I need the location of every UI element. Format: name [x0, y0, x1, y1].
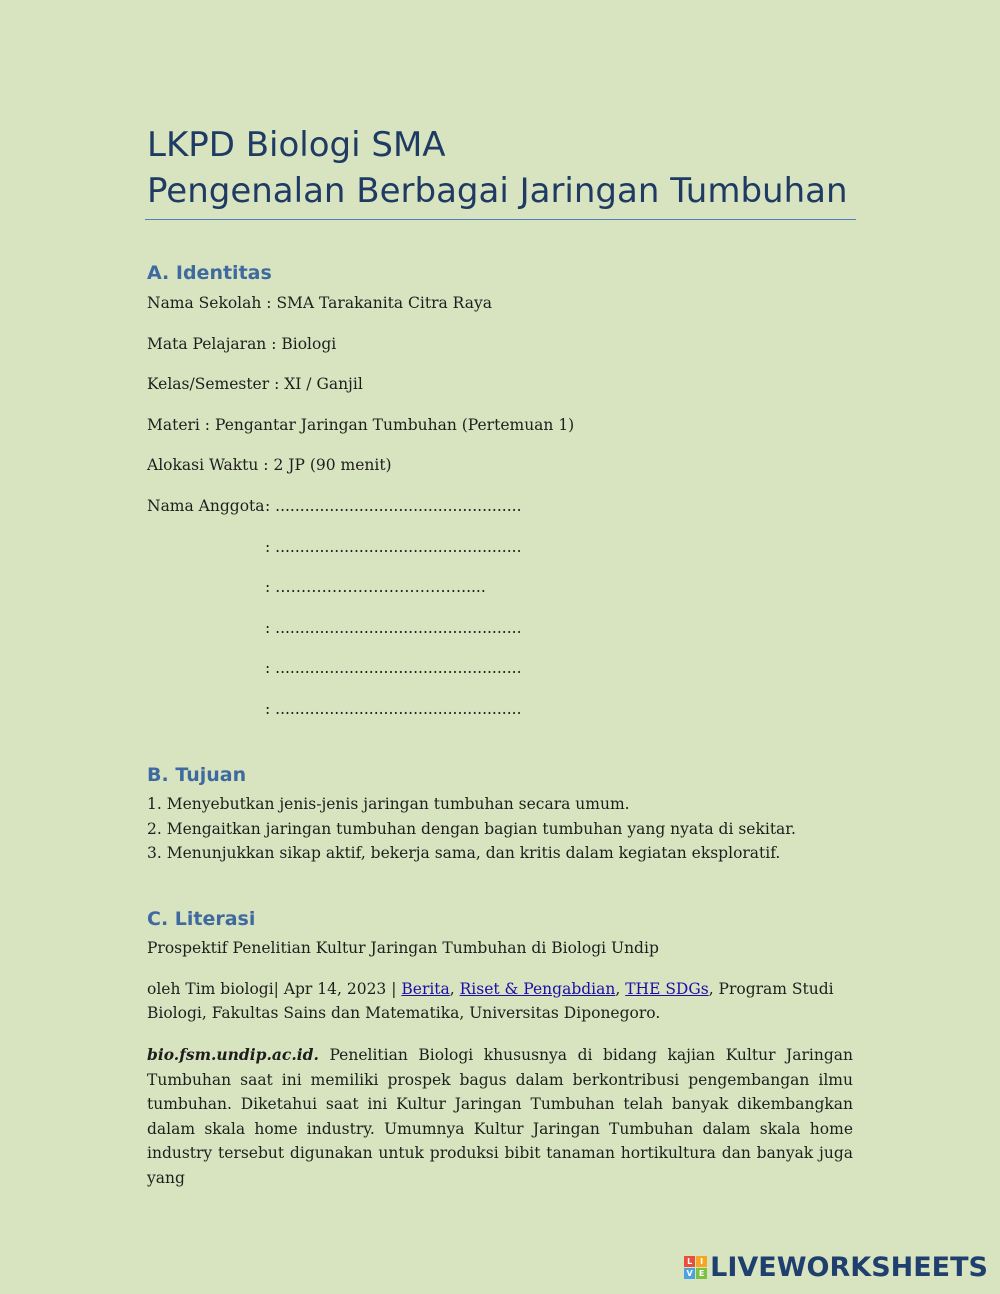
- school-name: Nama Sekolah : SMA Tarakanita Citra Raya: [147, 294, 492, 312]
- liveworksheets-brand[interactable]: [684, 1252, 988, 1283]
- member-field-4[interactable]: : ..................................................: [265, 619, 522, 637]
- article-body: Penelitian Biologi khususnya di bidang kajian Kultur Jaringan Tumbuhan saat ini memiliki prospek bagus dalam berkontribusi pengembangan ilmu tumbuhan. Diketahui saat ini Kultur Jaringan Tumbuhan telah banyak dikembangkan dalam skala home industry. Umumnya Kultur Jaringan Tumbuhan dalam skala home industry tersebut digunakan untuk produksi bibit tanaman hortikultura dan banyak juga yang: [147, 1046, 853, 1187]
- time-allocation: Alokasi Waktu : 2 JP (90 menit): [147, 456, 392, 474]
- brand-name: LIVEWORKSHEETS: [710, 1252, 988, 1283]
- members-label: Nama Anggota: [147, 497, 265, 515]
- goal-item-3: 3. Menunjukkan sikap aktif, bekerja sama, dan kritis dalam kegiatan eksploratif.: [147, 844, 781, 862]
- class-semester: Kelas/Semester : XI / Ganjil: [147, 375, 363, 393]
- byline-separator: ,: [449, 980, 460, 998]
- byline-separator: ,: [615, 980, 626, 998]
- logo-tile-l: L: [684, 1256, 695, 1267]
- logo-tile-e: E: [696, 1268, 707, 1279]
- goal-item-2: 2. Mengaitkan jaringan tumbuhan dengan bagian tumbuhan yang nyata di sekitar.: [147, 820, 796, 838]
- member-field-1[interactable]: : ..................................................: [265, 497, 522, 515]
- article-byline-affiliation: Biologi, Fakultas Sains dan Matematika, Universitas Diponegoro.: [147, 1004, 661, 1022]
- byline-prefix: oleh Tim biologi| Apr 14, 2023 |: [147, 980, 402, 998]
- subject-name: Mata Pelajaran : Biologi: [147, 335, 337, 353]
- category-link-berita[interactable]: Berita: [401, 980, 450, 998]
- goal-item-1: 1. Menyebutkan jenis-jenis jaringan tumbuhan secara umum.: [147, 795, 630, 813]
- section-heading-tujuan: B. Tujuan: [147, 764, 247, 786]
- member-field-6[interactable]: : ..................................................: [265, 700, 522, 718]
- byline-suffix: , Program Studi: [708, 980, 834, 998]
- title-divider: [145, 219, 856, 220]
- page-title: [147, 122, 848, 214]
- section-heading-literasi: C. Literasi: [147, 908, 256, 930]
- logo-tile-v: V: [684, 1268, 695, 1279]
- member-field-2[interactable]: : ..................................................: [265, 538, 522, 556]
- logo-tile-i: I: [696, 1256, 707, 1267]
- section-heading-identitas: A. Identitas: [147, 262, 272, 284]
- article-byline: [147, 980, 834, 998]
- article-title: Prospektif Penelitian Kultur Jaringan Tumbuhan di Biologi Undip: [147, 939, 659, 957]
- material: Materi : Pengantar Jaringan Tumbuhan (Pertemuan 1): [147, 416, 575, 434]
- article-source: bio.fsm.undip.ac.id.: [147, 1045, 319, 1064]
- article-paragraph: [147, 1043, 853, 1190]
- category-link-riset[interactable]: Riset & Pengabdian: [459, 980, 616, 998]
- liveworksheets-logo-icon: [684, 1256, 707, 1279]
- title-line-2: Pengenalan Berbagai Jaringan Tumbuhan: [147, 171, 848, 211]
- member-field-3[interactable]: : ……………………………….....: [265, 578, 486, 596]
- title-line-1: LKPD Biologi SMA: [147, 125, 446, 165]
- category-link-sdgs[interactable]: THE SDGs: [625, 980, 709, 998]
- member-field-5[interactable]: : ..................................................: [265, 659, 522, 677]
